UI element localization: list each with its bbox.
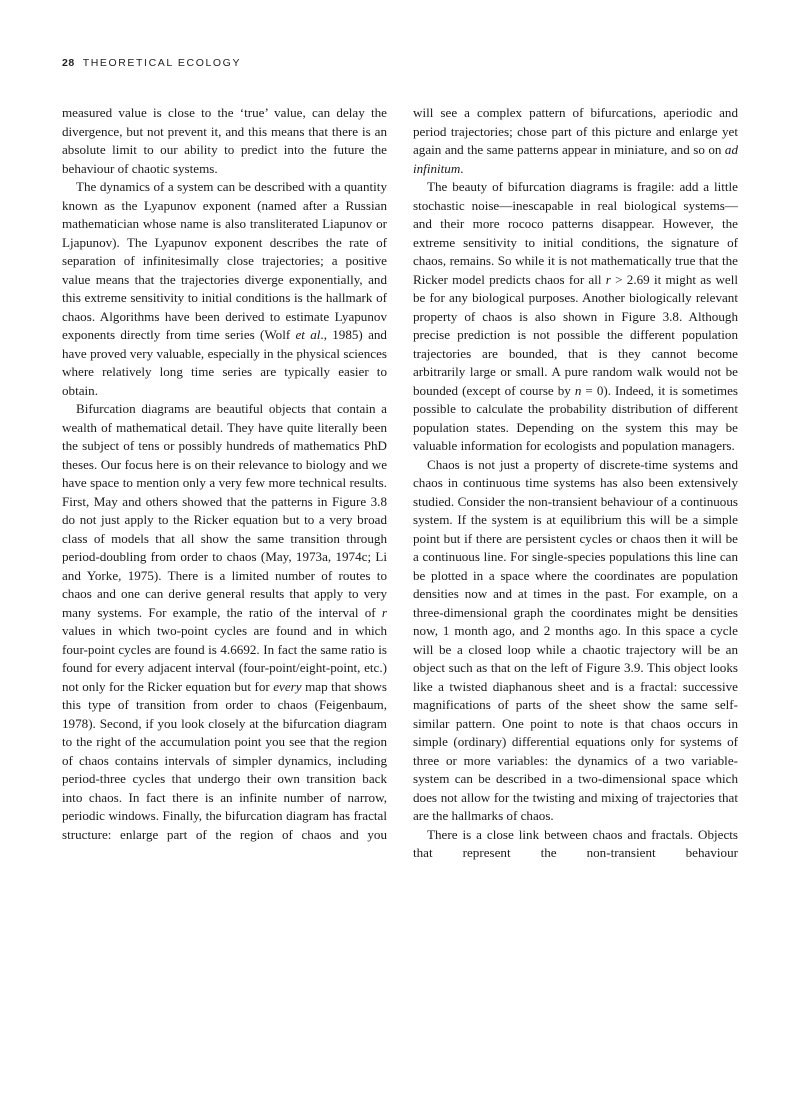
text-run: = 0). Indeed, it is sometimes possible to calculate the probability distribution of different population states. Depending on the system this may be valuable information for ecologists and population managers.	[413, 382, 738, 453]
italic-text: et al	[295, 327, 321, 342]
text-run: There is a close link between chaos and fractals. Objects that represent the non-transient behaviour	[413, 826, 738, 860]
body-paragraph	[413, 456, 738, 826]
text-run: Bifurcation diagrams are beautiful objects that contain a wealth of mathematical detail. They have quite literally been the subject of tens or possibly hundreds of mathematics PhD theses. Our focus here is on their relevance to biology and we have space to mention only a very few more technical results. First, May and others showed that the patterns in Figure 3.8 do not just apply to the Ricker equation but to a very broad class of models that all show the same transition through period-doubling from order to chaos (May, 1973a, 1974c; Li and Yorke, 1975). There is a limited number of routes to chaos and one can derive general results that apply to very many systems. For example, the ratio of the interval of	[62, 401, 387, 620]
running-title: THEORETICAL ECOLOGY	[82, 57, 242, 69]
italic-text: r	[381, 604, 387, 620]
italic-text: n	[574, 382, 582, 398]
text-run: map that shows this type of transition from order to chaos (Feigenbaum, 1978). Second, if you look closely at the bifurcation diagram to the right of the accumulation point you see that the region of chaos contains intervals of simpler dynamics, including period-three cycles that undergo their own transition back into chaos. In fact there is an infinite number of narrow, periodic windows. Finally, the bifurcation diagram has fractal structure: enlarge part of the region of chaos and you	[62, 678, 387, 842]
text-run: .	[460, 160, 464, 176]
body-paragraph	[62, 178, 387, 400]
italic-text: r	[605, 271, 611, 287]
text-run: values in which two-point cycles are found and in which four-point cycles are found is 4.6692. In fact the same ratio is found for every adjacent interval (four-point/eight-point, etc.) not only for the Ricker equation but for	[62, 623, 387, 694]
left-column	[62, 104, 387, 844]
italic-text: ad infinitum	[413, 142, 738, 176]
body-paragraph	[62, 104, 387, 178]
italic-text: every	[273, 678, 302, 694]
body-paragraph	[413, 826, 738, 863]
text-run: ., 1985) and have proved very valuable, especially in the physical sciences where relatively long time series are typically easier to obtain.	[62, 327, 387, 398]
text-run: Chaos is not just a property of discrete-time systems and chaos in continuous time systems has also been extensively studied. Consider the non-transient behaviour of a continuous system. If the system is at equilibrium this will be a simple point but if there are persistent cycles or chaos then it will be a continuous line. For single-species populations this line can be plotted in a space where the coordinates are population densities now and at times in the past. For example, on a three-dimensional graph the coordinates might be densities now, 1 month ago, and 2 months ago. In this space a cycle will be a closed loop while a chaotic trajectory will be an object such as that on the left of Figure 3.9. This object looks like a twisted diaphanous sheet and is a fractal: successive magnifications of parts of the sheet show the same self-similar pattern. One point to note is that chaos occurs in simple (ordinary) differential equations only for systems of three or more variables: the dynamics of a two variable-system can be described in a two-dimensional space which does not allow for the twisting and mixing of trajectories that are the hallmarks of chaos.	[413, 456, 738, 823]
running-head	[62, 57, 241, 69]
text-run: will see a complex pattern of bifurcations, aperiodic and period trajectories; chose part of this picture and enlarge yet again and the same patterns appear in miniature, and so on	[413, 105, 738, 157]
page-number: 28	[62, 57, 75, 69]
body-paragraph	[62, 400, 387, 844]
text-run: The beauty of bifurcation diagrams is fragile: add a little stochastic noise—inescapable in real biological systems—and their more rococo patterns disappear. However, the extreme sensitivity to initial conditions, the signature of chaos, remains. So while it is not mathematically true that the Ricker model predicts chaos for all	[413, 179, 738, 287]
body-paragraph	[413, 104, 738, 178]
right-column	[413, 104, 738, 863]
text-run: The dynamics of a system can be described with a quantity known as the Lyapunov exponent (named after a Russian mathematician whose name is also transliterated Liapunov or Ljapunov). The Lyapunov exponent describes the rate of separation of infinitesimally close trajectories; a positive value means that the trajectories diverge exponentially, and this extreme sensitivity to initial conditions is the hallmark of chaos. Algorithms have been derived to estimate Lyapunov exponents directly from time series (Wolf	[62, 179, 387, 342]
text-run: measured value is close to the ‘true’ value, can delay the divergence, but not prevent it, and this means that there is an absolute limit to our ability to predict into the future the behaviour of chaotic systems.	[62, 105, 387, 176]
text-run: > 2.69 it might as well be for any biological purposes. Another biologically relevant property of chaos is also shown in Figure 3.8. Although precise prediction is not possible the different population trajectories are bounded, that is they cannot become arbitrarily large or small. A pure random walk would not be bounded (except of course by	[413, 271, 738, 398]
body-paragraph	[413, 178, 738, 456]
